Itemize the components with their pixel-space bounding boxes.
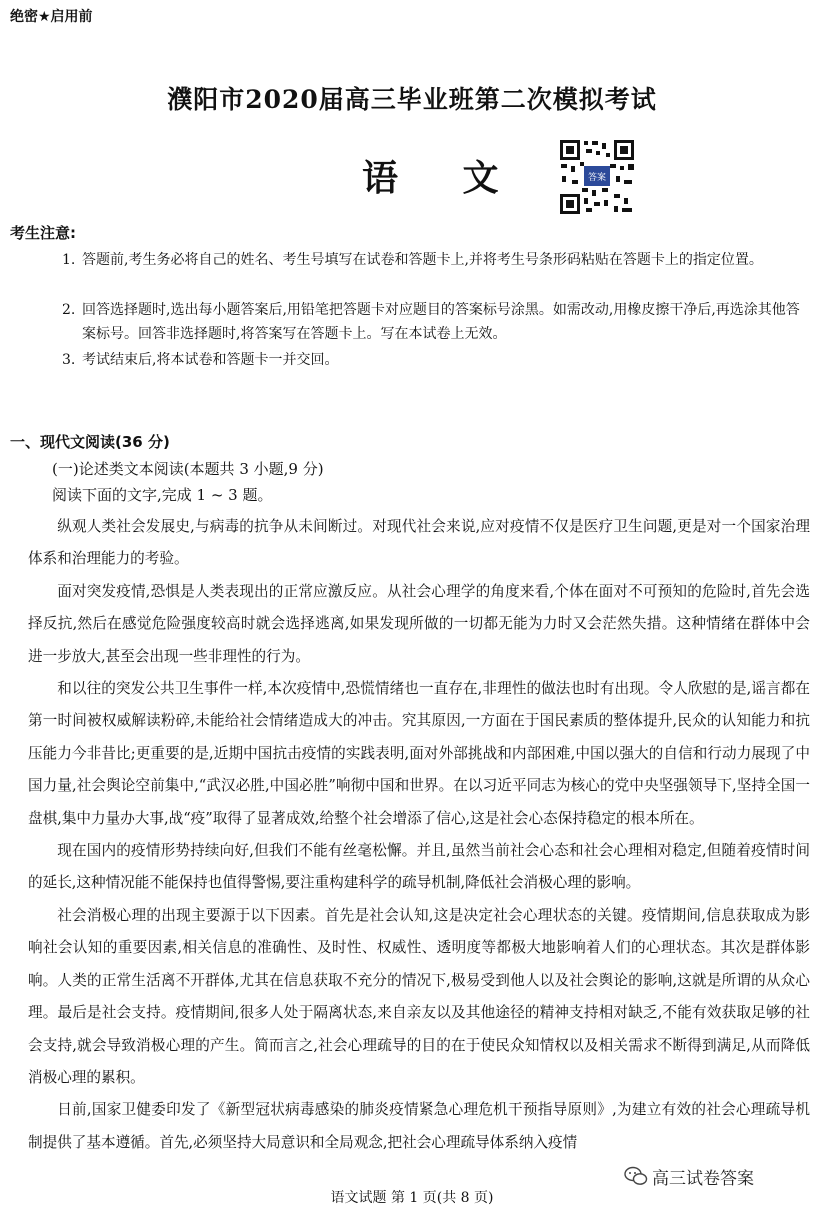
notice-text: 考试结束后,将本试卷和答题卡一并交回。	[82, 352, 339, 368]
reading-passage	[28, 511, 810, 1159]
notice-heading: 考生注意:	[10, 224, 76, 242]
exam-title: 濮阳市2020届高三毕业班第二次模拟考试	[167, 85, 657, 114]
chat-bubble-icon	[624, 1165, 648, 1187]
qr-badge-label: 答案	[587, 173, 607, 183]
passage-paragraph: 纵观人类社会发展史,与病毒的抗争从未间断过。对现代社会来说,应对疫情不仅是医疗卫生问题,更是对一个国家治理体系和治理能力的考验。	[28, 518, 810, 568]
notice-number: 2.	[62, 302, 76, 318]
notice-item	[62, 348, 807, 372]
notice-text: 答题前,考生务必将自己的姓名、考生号填写在试卷和答题卡上,并将考生号条形码粘贴在答题卡上的指定位置。	[82, 252, 763, 268]
watermark-text: 高三试卷答案	[652, 1169, 754, 1189]
passage-paragraph: 面对突发疫情,恐惧是人类表现出的正常应激反应。从社会心理学的角度来看,个体在面对不可预知的危险时,首先会选择反抗,然后在感觉危险强度较高时就会选择逃离,如果发现所做的一切都无能为力时又会茫然失措。这种情绪在群体中会进一步放大,甚至会出现一些非理性的行为。	[28, 582, 810, 665]
passage-paragraph: 日前,国家卫健委印发了《新型冠状病毒感染的肺炎疫情紧急心理危机干预指导原则》,为建立有效的社会心理疏导机制提供了基本遵循。首先,必须坚持大局意识和全局观念,把社会心理疏导体系纳入疫情	[28, 1101, 810, 1151]
sub-section-heading: (一)论述类文本阅读(本题共 3 小题,9 分)	[52, 460, 324, 478]
notice-item	[62, 248, 807, 272]
notice-number: 1.	[62, 252, 76, 268]
passage-paragraph: 现在国内的疫情形势持续向好,但我们不能有丝毫松懈。并且,虽然当前社会心态和社会心理相对稳定,但随着疫情时间的延长,这种情况能不能保持也值得警惕,要注重构建科学的疏导机制,降低社会消极心理的影响。	[28, 842, 810, 892]
subject-title: 语 文	[362, 157, 525, 199]
notice-number: 3.	[62, 352, 76, 368]
reading-instruction: 阅读下面的文字,完成 1 ~ 3 题。	[52, 486, 273, 504]
page-footer: 语文试题 第 1 页(共 8 页)	[330, 1190, 494, 1206]
watermark	[624, 1163, 810, 1189]
passage-paragraph: 和以往的突发公共卫生事件一样,本次疫情中,恐慌情绪也一直存在,非理性的做法也时有出现。令人欣慰的是,谣言都在第一时间被权威解读粉碎,未能给社会情绪造成大的冲击。究其原因,一方面在于国民素质的整体提升,民众的认知能力和抗压能力今非昔比;更重要的是,近期中国抗击疫情的实践表明,面对外部挑战和内部困难,中国以强大的自信和行动力展现了中国力量,社会舆论空前集中,“武汉必胜,中国必胜”响彻中国和世界。在以习近平同志为核心的党中央坚强领导下,坚持全国一盘棋,集中力量办大事,战“疫”取得了显著成效,给整个社会增添了信心,这是社会心态保持稳定的根本所在。	[28, 680, 810, 827]
section-heading: 一、现代文阅读(36 分)	[10, 433, 170, 451]
notice-text: 回答选择题时,选出每小题答案后,用铅笔把答题卡对应题目的答案标号涂黑。如需改动,用橡皮擦干净后,再选涂其他答案标号。回答非选择题时,将答案写在答题卡上。写在本试卷上无效。	[82, 302, 800, 342]
confidential-label: 绝密★启用前	[10, 9, 93, 25]
qr-code	[558, 138, 636, 216]
passage-paragraph: 社会消极心理的出现主要源于以下因素。首先是社会认知,这是决定社会心理状态的关键。疫情期间,信息获取成为影响社会认知的重要因素,相关信息的准确性、及时性、权威性、透明度等都极大地影响着人们的心理状态。其次是群体影响。人类的正常生活离不开群体,尤其在信息获取不充分的情况下,极易受到他人以及社会舆论的影响,这就是所谓的从众心理。最后是社会支持。疫情期间,很多人处于隔离状态,来自亲友以及其他途径的精神支持相对缺乏,不能有效获取足够的社会支持,就会导致消极心理的产生。简而言之,社会心理疏导的目的在于使民众知情权以及相关需求不断得到满足,从而降低消极心理的累积。	[28, 906, 810, 1086]
notice-item	[62, 298, 807, 346]
